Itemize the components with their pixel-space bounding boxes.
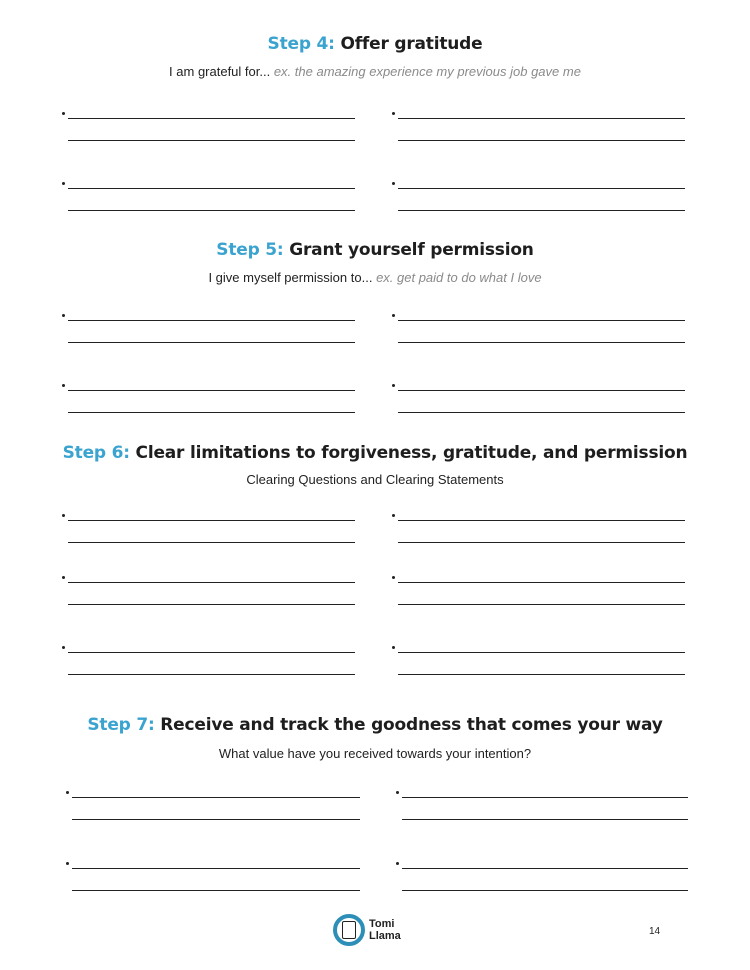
bullet-icon [66, 791, 69, 794]
bullet-icon [62, 384, 65, 387]
writing-line[interactable] [68, 390, 355, 391]
bullet-icon [62, 314, 65, 317]
writing-line[interactable] [398, 604, 685, 605]
writing-line[interactable] [398, 118, 685, 119]
writing-line[interactable] [398, 652, 685, 653]
writing-line[interactable] [68, 188, 355, 189]
writing-line[interactable] [398, 210, 685, 211]
section-prompt [0, 270, 750, 285]
bullet-icon [392, 514, 395, 517]
tomi-llama-logo [333, 914, 401, 946]
section-prompt [0, 64, 750, 79]
writing-line[interactable] [68, 652, 355, 653]
writing-line[interactable] [402, 868, 688, 869]
section-prompt [0, 746, 750, 761]
writing-line[interactable] [398, 140, 685, 141]
bullet-icon [62, 576, 65, 579]
bullet-icon [392, 182, 395, 185]
bullet-icon [62, 646, 65, 649]
writing-line[interactable] [68, 320, 355, 321]
bullet-icon [62, 112, 65, 115]
section-title [0, 443, 750, 463]
step-label: Step 7: [87, 715, 155, 735]
writing-line[interactable] [398, 188, 685, 189]
step-label: Step 6: [62, 443, 130, 463]
writing-line[interactable] [68, 140, 355, 141]
step-title: Grant yourself permission [289, 240, 534, 260]
writing-line[interactable] [72, 890, 360, 891]
bullet-icon [396, 862, 399, 865]
example-text: ex. get paid to do what I love [376, 270, 542, 285]
example-text: ex. the amazing experience my previous job gave me [273, 64, 581, 79]
writing-line[interactable] [398, 342, 685, 343]
writing-line[interactable] [398, 542, 685, 543]
bullet-icon [66, 862, 69, 865]
writing-line[interactable] [68, 412, 355, 413]
writing-line[interactable] [68, 604, 355, 605]
writing-line[interactable] [398, 674, 685, 675]
bullet-icon [392, 646, 395, 649]
logo-text [369, 918, 401, 942]
writing-line[interactable] [68, 582, 355, 583]
logo-line1: Tomi [369, 918, 395, 930]
section-prompt [0, 472, 750, 487]
writing-line[interactable] [398, 520, 685, 521]
writing-line[interactable] [398, 390, 685, 391]
prompt-text: I am grateful for... [169, 64, 271, 79]
writing-line[interactable] [72, 868, 360, 869]
writing-line[interactable] [402, 797, 688, 798]
step-title: Offer gratitude [340, 34, 483, 54]
bullet-icon [392, 576, 395, 579]
logo-line2: Llama [369, 930, 401, 942]
writing-line[interactable] [68, 342, 355, 343]
section-title [0, 34, 750, 54]
bullet-icon [62, 182, 65, 185]
writing-line[interactable] [72, 819, 360, 820]
writing-line[interactable] [398, 412, 685, 413]
bullet-icon [396, 791, 399, 794]
step-title: Clear limitations to forgiveness, gratitude, and permission [135, 443, 688, 463]
llama-icon [333, 914, 365, 946]
writing-line[interactable] [68, 674, 355, 675]
prompt-text: Clearing Questions and Clearing Statements [246, 472, 504, 487]
step-label: Step 4: [267, 34, 335, 54]
prompt-text: What value have you received towards your intention? [218, 746, 532, 761]
step-title: Receive and track the goodness that comes your way [160, 715, 663, 735]
writing-line[interactable] [68, 542, 355, 543]
bullet-icon [392, 384, 395, 387]
bullet-icon [392, 112, 395, 115]
writing-line[interactable] [72, 797, 360, 798]
section-title [0, 715, 750, 735]
step-label: Step 5: [216, 240, 284, 260]
bullet-icon [62, 514, 65, 517]
writing-line[interactable] [68, 210, 355, 211]
writing-line[interactable] [68, 520, 355, 521]
bullet-icon [392, 314, 395, 317]
prompt-text: I give myself permission to... [208, 270, 373, 285]
writing-line[interactable] [402, 819, 688, 820]
page-number: 14 [649, 926, 661, 937]
writing-line[interactable] [398, 320, 685, 321]
writing-line[interactable] [68, 118, 355, 119]
writing-line[interactable] [398, 582, 685, 583]
section-title [0, 240, 750, 260]
writing-line[interactable] [402, 890, 688, 891]
